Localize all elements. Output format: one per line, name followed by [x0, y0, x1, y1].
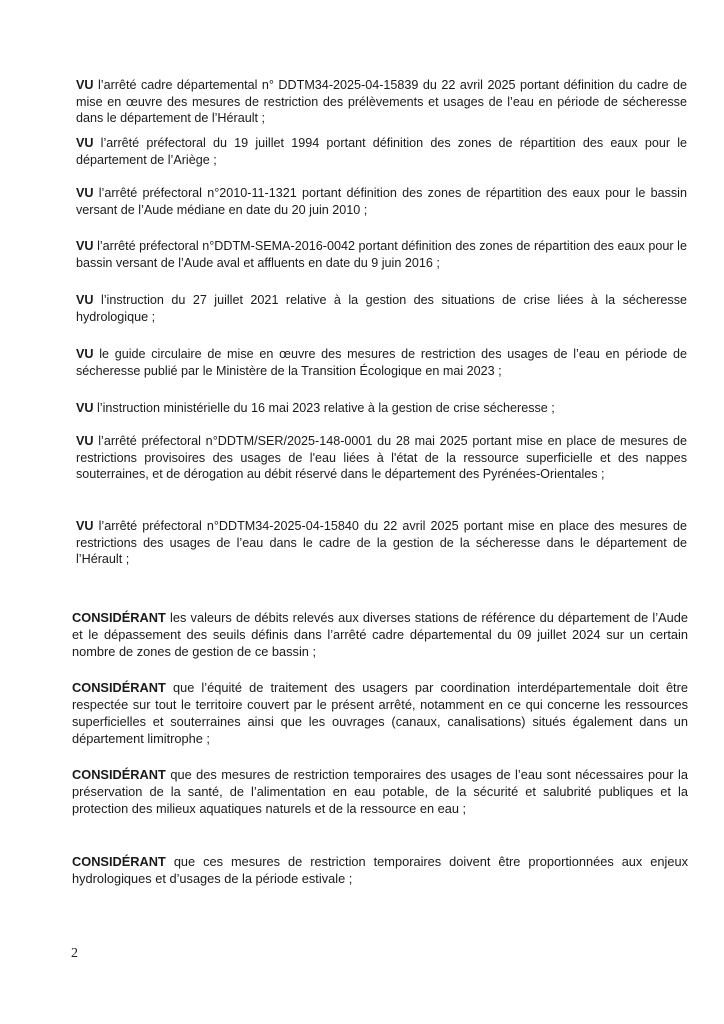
vu-text: l’instruction du 27 juillet 2021 relative à la gestion des situations de crise liées à la sécheresse hydrologique ;	[76, 293, 687, 324]
vu-keyword: VU	[76, 434, 94, 448]
considerant-paragraph	[72, 853, 688, 887]
vu-text: l’arrêté préfectoral n°2010-11-1321 portant définition des zones de répartition des eaux pour le bassin versant de l’Aude médiane en date du 20 juin 2010 ;	[76, 186, 687, 217]
vu-paragraph	[76, 518, 687, 568]
considerant-keyword: CONSIDÉRANT	[72, 680, 166, 695]
considerant-keyword: CONSIDÉRANT	[72, 767, 166, 782]
vu-text: le guide circulaire de mise en œuvre des mesures de restriction des usages de l’eau en période de sécheresse publié par le Ministère de la Transition Écologique en mai 2023 ;	[76, 347, 687, 378]
vu-paragraph	[76, 400, 687, 417]
vu-keyword: VU	[76, 239, 94, 253]
vu-keyword: VU	[76, 186, 94, 200]
vu-keyword: VU	[76, 401, 94, 415]
vu-text: l’arrêté préfectoral n°DDTM/SER/2025-148-0001 du 28 mai 2025 portant mise en place de mesures de restrictions provisoires des usages de l'eau liées à l'état de la ressource superficielle et des nappes souterraines, et de dérogation au débit réservé dans le département des Pyrénées-Orientales ;	[76, 434, 687, 482]
vu-keyword: VU	[76, 136, 94, 150]
page-number: 2	[71, 946, 78, 961]
considerant-paragraph	[72, 766, 688, 817]
vu-keyword: VU	[76, 347, 94, 361]
vu-paragraph	[76, 433, 687, 483]
vu-text: l’arrêté préfectoral n°DDTM-SEMA-2016-0042 portant définition des zones de répartition des eaux pour le bassin versant de l’Aude aval et affluents en date du 9 juin 2016 ;	[76, 239, 687, 270]
considerant-keyword: CONSIDÉRANT	[72, 610, 166, 625]
vu-text: l’instruction ministérielle du 16 mai 2023 relative à la gestion de crise sécheresse ;	[93, 401, 555, 415]
vu-text: l’arrêté préfectoral n°DDTM34-2025-04-15840 du 22 avril 2025 portant mise en place des mesures de restrictions des usages de l’eau dans le cadre de la gestion de la sécheresse dans le département de l’Hérault ;	[76, 519, 687, 567]
vu-text: l’arrêté cadre départemental n° DDTM34-2025-04-15839 du 22 avril 2025 portant définition du cadre de mise en œuvre des mesures de restriction des prélèvements et usages de l’eau en période de sécheresse dans le département de l’Hérault ;	[76, 78, 687, 126]
considerant-text: que l’équité de traitement des usagers par coordination interdépartementale doit être respectée sur tout le territoire couvert par le présent arrêté, notamment en ce qui concerne les ressources superficielles et souterraines ainsi que les ouvrages (canaux, canalisations) situés également dans un département limitrophe ;	[72, 680, 688, 747]
vu-text: l’arrêté préfectoral du 19 juillet 1994 portant définition des zones de répartition des eaux pour le département de l’Ariège ;	[76, 136, 687, 167]
vu-keyword: VU	[76, 293, 94, 307]
considerant-text: que des mesures de restriction temporaires des usages de l’eau sont nécessaires pour la préservation de la santé, de l’alimentation en eau potable, de la sécurité et salubrité publiques et la protection des milieux aquatiques naturels et de la ressource en eau ;	[72, 767, 688, 817]
vu-keyword: VU	[76, 78, 94, 92]
vu-paragraph	[76, 238, 687, 271]
vu-paragraph	[76, 292, 687, 325]
considerant-keyword: CONSIDÉRANT	[72, 854, 166, 869]
vu-paragraph	[76, 77, 687, 127]
vu-paragraph	[76, 135, 687, 168]
vu-keyword: VU	[76, 519, 94, 533]
considerant-paragraph	[72, 679, 688, 747]
considerant-text: les valeurs de débits relevés aux diverses stations de référence du département de l’Aude et le dépassement des seuils définis dans l’arrêté cadre départemental du 09 juillet 2024 sur un certain nombre de zones de gestion de ce bassin ;	[72, 610, 688, 660]
vu-paragraph	[76, 185, 687, 218]
considerant-text: que ces mesures de restriction temporaires doivent être proportionnées aux enjeux hydrologiques et d’usages de la période estivale ;	[72, 854, 688, 887]
vu-paragraph	[76, 346, 687, 379]
considerant-paragraph	[72, 609, 688, 660]
